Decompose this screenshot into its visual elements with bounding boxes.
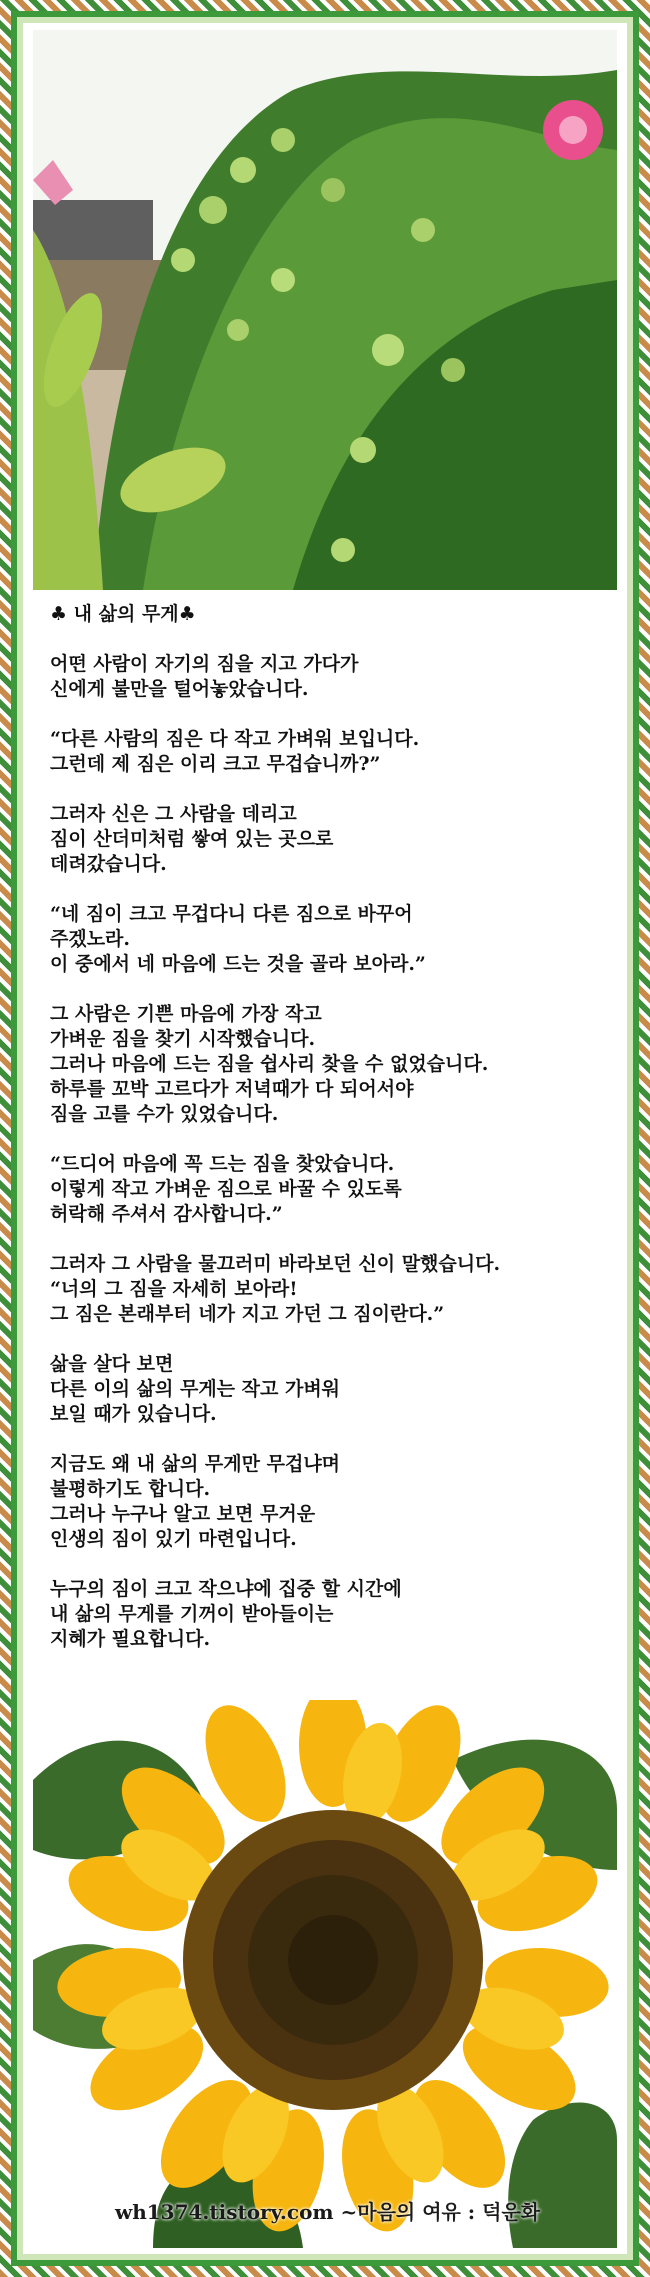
- paragraph-10: 누구의 짐이 크고 작으냐에 집중 할 시간에 내 삶의 무게를 기꺼이 받아들이는 지혜가 필요합니다.: [50, 1578, 402, 1650]
- garden-vine-photo: [33, 30, 617, 590]
- poem-title: ♣ 내 삶의 무게♣: [50, 603, 196, 625]
- sunflower-photo: [33, 1700, 617, 2248]
- paragraph-7: 그러자 그 사람을 물끄러미 바라보던 신이 말했습니다. “너의 그 짐을 자세히 보아라! 그 짐은 본래부터 네가 지고 가던 그 짐이란다.”: [50, 1253, 501, 1325]
- paragraph-1: 어떤 사람이 자기의 짐을 지고 가다가 신에게 불만을 털어놓았습니다.: [50, 653, 359, 700]
- paragraph-8: 삶을 살다 보면 다른 이의 삶의 무게는 작고 가벼워 보일 때가 있습니다.: [50, 1353, 341, 1425]
- paragraph-6: “드디어 마음에 꼭 드는 짐을 찾았습니다. 이렇게 작고 가벼운 짐으로 바꿀 수 있도록 허락해 주셔서 감사합니다.”: [50, 1153, 402, 1225]
- paragraph-2: “다른 사람의 짐은 다 작고 가벼워 보입니다. 그런데 제 짐은 이리 크고 무겁습니까?”: [50, 728, 420, 775]
- paragraph-3: 그러자 신은 그 사람을 데리고 짐이 산더미처럼 쌓여 있는 곳으로 데려갔습니다.: [50, 803, 334, 875]
- paragraph-5: 그 사람은 기쁜 마음에 가장 작고 가벼운 짐을 찾기 시작했습니다. 그러나 마음에 드는 짐을 쉽사리 찾을 수 없었습니다. 하루를 꼬박 고르다가 저녁때가 다 되어서야 짐을 고를 수가 있었습니다.: [50, 1003, 489, 1125]
- paragraph-4: “네 짐이 크고 무겁다니 다른 짐으로 바꾸어 주겠노라. 이 중에서 네 마음에 드는 것을 골라 보아라.”: [50, 903, 426, 975]
- credit-line: wh1374.tistory.com ~마음의 여유 : 덕운화: [115, 2200, 541, 2224]
- poem-text: [50, 602, 610, 1677]
- paragraph-9: 지금도 왜 내 삶의 무게만 무겁냐며 불평하기도 합니다. 그러나 누구나 알고 보면 무거운 인생의 짐이 있기 마련입니다.: [50, 1453, 341, 1550]
